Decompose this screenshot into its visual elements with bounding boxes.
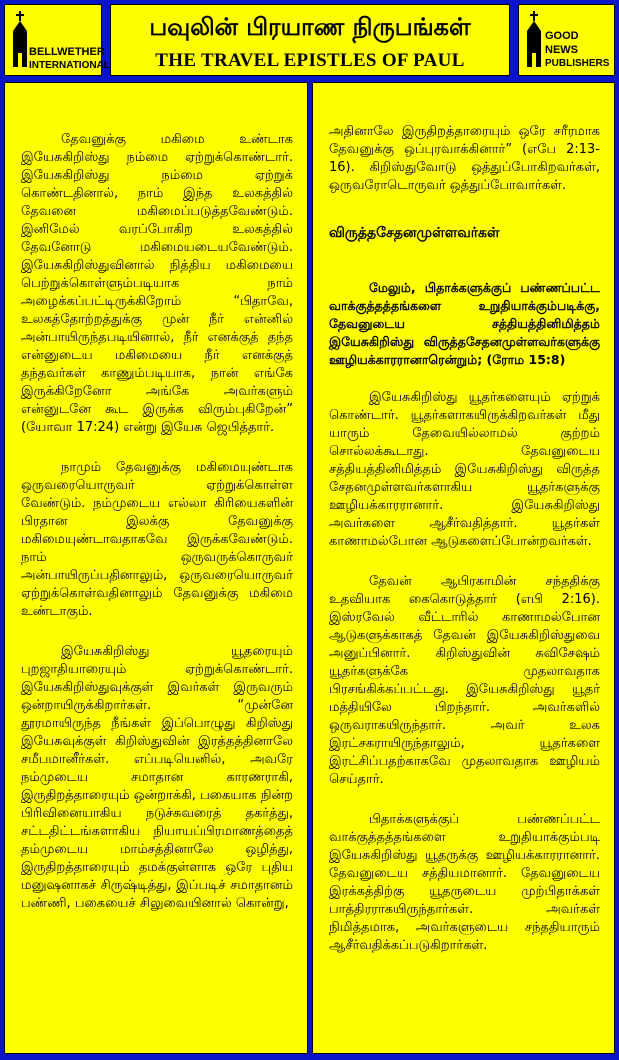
paragraph: தேவன் ஆபிரகாமின் சந்ததிக்கு உதவியாக கைகொடுத்தார் (எபி 2:16). இஸ்ரவேல் வீட்டாரில் காணாமல்போன ஆடுகளுக்காகத் தேவன் இயேசுகிறிஸ்துவை அனுப்பினார். கிறிஸ்துவின் சுவிசேஷம் யூதர்களுக்கே முதலாவதாக பிரசங்கிக்கப்பட்டது. இயேசுகிறிஸ்து யூதர் மத்தியிலே பிறந்தார். அவர்களில் ஒருவராகயிருந்தார். அவர் உலக இரட்சகராயிருந்தாலும், யூதர்களை இரட்சிப்பதற்காகவே முதலாவதாக ஊழியம் செய்தார்.: [329, 574, 600, 787]
section-heading: விருத்தசேதனமுள்ளவர்கள்: [329, 225, 500, 241]
title-english: THE TRAVEL EPISTLES OF PAUL: [155, 50, 465, 71]
title-tamil: பவுலின் பிரயாண நிருபங்கள்: [149, 13, 471, 41]
left-logo-line2: INTERNATIONAL: [29, 60, 110, 71]
paragraph: நாமும் தேவனுக்கு மகிமையுண்டாக ஒருவரையொருவர் ஏற்றுக்கொள்ள வேண்டும். நம்முடைய எல்லா கிரியைகளின் பிரதான இலக்கு தேவனுக்கு மகிமையுண்டாவதாகவே இருக்கவேண்டும். நாம் ஒருவருக்கொருவர் அன்பாயிருப்பதினாலும், ஒருவரையொருவர் ஏற்றுக்கொள்வதினாலும் தேவனுக்கு மகிமை உண்டாகும்.: [21, 460, 293, 619]
right-logo-line1: GOOD NEWS: [545, 30, 579, 56]
church-icon: [524, 11, 546, 71]
good-news-logo: [518, 4, 615, 76]
right-logo-line2: PUBLISHERS: [545, 58, 610, 69]
left-logo-line1: BELLWETHER: [29, 46, 105, 58]
header-title-box: [110, 4, 510, 76]
paragraph: இயேசுகிறிஸ்து யூதரையும் புறஜாதியாரையும் ஏற்றுக்கொண்டார். இயேசுகிறிஸ்துவுக்குள் இவர்கள் இருவரும் ஒன்றாயிருக்கிறார்கள். “முன்னே தூரமாயிருந்த நீங்கள் இப்பொழுது கிறிஸ்து இயேசுவுக்குள் கிறிஸ்துவின் இரத்தத்தினாலே சமீபமானீர்கள். எப்படியெனில், அவரே நம்முடைய சமாதான காரணராகி, இருதிறத்தாரையும் ஒன்றாக்கி, பகையாக நின்ற பிரிவினையாகிய நடுச்சுவரைத் தகர்த்து, சட்டதிட்டங்களாகிய நியாயப்பிரமாணத்தைத் தம்முடைய மாம்சத்தினாலே ஒழித்து, இருதிறத்தாரையும் தமக்குள்ளாக ஒரே புதிய மனுஷனாகச் சிருஷ்டித்து, இப்படிச் சமாதானம் பண்ணி, பகையைச் சிலுவையினால் கொன்று,: [21, 644, 293, 911]
paragraph: இயேசுகிறிஸ்து யூதர்களையும் ஏற்றுக் கொண்டார். யூதர்களாகயிருக்கிறவர்கள் மீது யாரும் தேவையில்லாமல் குற்றம் சொல்லக்கூடாது. தேவனுடைய சத்தியத்தினிமித்தம் இயேசுகிறிஸ்து விருத்த சேதனமுள்ளவர்களாகிய யூதர்களுக்கு ஊழியக்காரரானார். இயேசுகிறிஸ்து அவர்களை ஆசீர்வதித்தார். யூதர்கள் காணாமல்போன ஆடுகளைப்போன்றவர்கள்.: [329, 390, 600, 549]
right-column: [312, 82, 615, 1054]
bellwether-logo: [4, 4, 110, 76]
paragraph: தேவனுக்கு மகிமை உண்டாக இயேசுகிறிஸ்து நம்மை ஏற்றுக்கொண்டார். இயேசுகிறிஸ்து நம்மை ஏற்றுக் கொண்டதினால், நாம் இந்த உலகத்தில் தேவனை மகிமைப்படுத்தவேண்டும். இனிமேல் வரப்போகிற உலகத்தில் தேவனோடு மகிமையடையவேண்டும். இயேசுகிறிஸ்துவினால் நித்திய மகிமையை பெற்றுக்கொள்ளும்படியாக நாம் அழைக்கப்பட்டிருக்கிறோம் “பிதாவே, உலகத்தோற்றத்துக்கு முன் நீர் என்னில் அன்பாயிருந்தபடியினால், நீர் எனக்குத் தந்த என்னுடைய மகிமையை நீர் எனக்குத் தந்தவர்கள் காணும்படியாக, நான் எங்கே இருக்கிறேனோ அங்கே அவர்களும் என்னுடனே கூட இருக்க விரும்புகிறேன்” (யோவா 17:24) என்று இயேசு ஜெபித்தார்.: [21, 132, 293, 435]
paragraph-continuation: அதினாலே இருதிறத்தாரையும் ஒரே சரீரமாக தேவனுக்கு ஒப்புரவாக்கினார்” (எபே 2:13-16). கிறிஸ்துவோடு ஒத்துப்போகிறவர்கள், ஒருவரோடொருவர் ஒத்துப்போவார்கள்.: [329, 124, 600, 193]
paragraph: பிதாக்களுக்குப் பண்ணப்பட்ட வாக்குத்தத்தங்களை உறுதியாக்கும்படி இயேசுகிறிஸ்து யூதருக்கு ஊழியக்காரரானார். தேவனுடைய சத்தியமானார். தேவனுடைய இரக்கத்திற்கு யூதருடைய முற்பிதாக்கள் பாத்திரராகயிருந்தார்கள். அவர்கள் நிமித்தமாக, அவர்களுடைய சந்ததியாரும் ஆசீர்வதிக்கப்படுகிறார்கள்.: [329, 812, 600, 953]
left-column: [4, 82, 308, 1054]
scripture-quote: மேலும், பிதாக்களுக்குப் பண்ணப்பட்ட வாக்குத்தத்தங்களை உறுதியாக்கும்படிக்கு, தேவனுடைய சத்தியத்தினிமித்தம் இயேசுகிறிஸ்து விருத்தசேதனமுள்ளவர்களுக்கு ஊழியக்காரரானாரென்றும்; (ரோம 15:8): [329, 280, 600, 367]
